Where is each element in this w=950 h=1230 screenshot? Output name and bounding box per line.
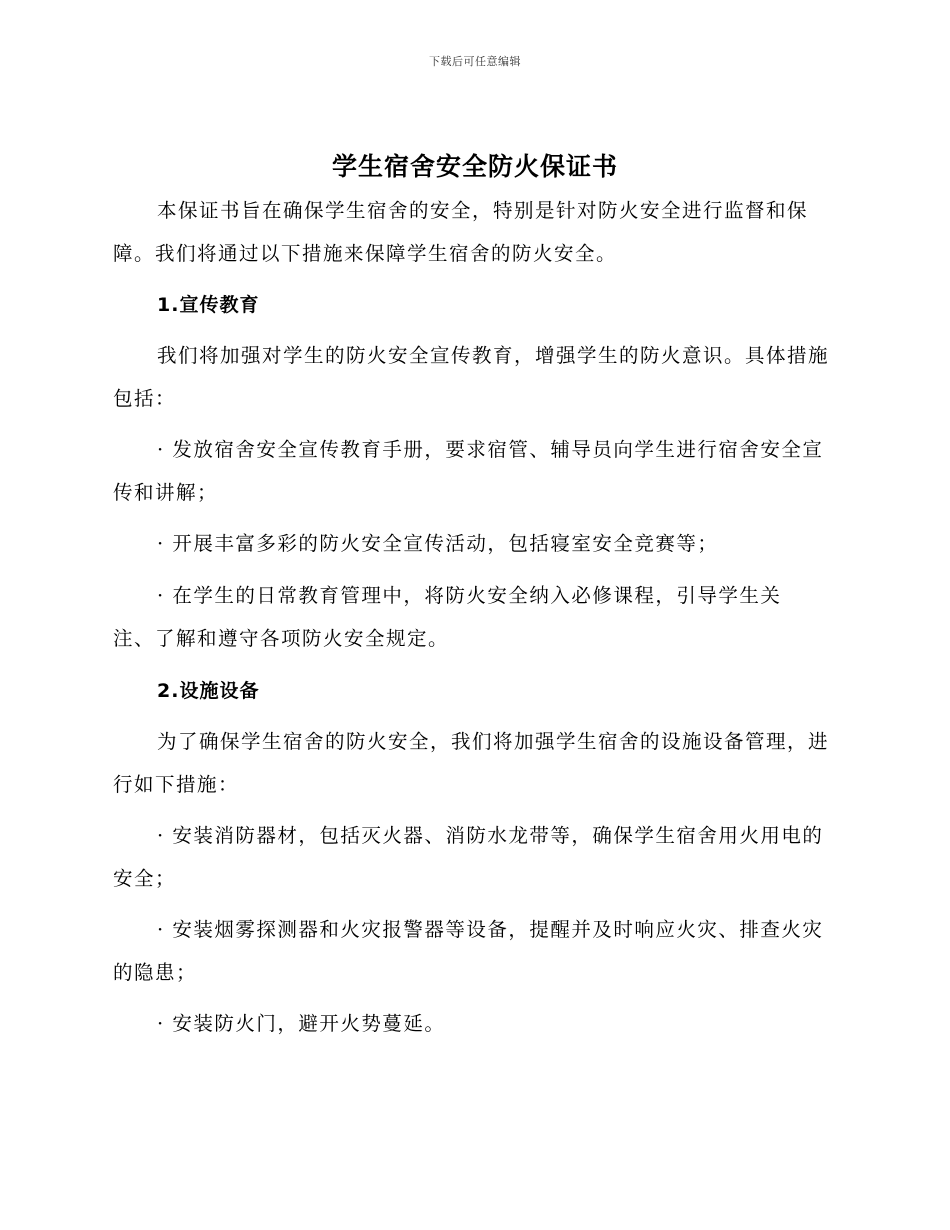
section-heading-2: 2.设施设备	[157, 680, 260, 702]
section-1-bullet-1: · 发放宿舍安全宣传教育手册，要求宿管、辅导员向学生进行宿舍安全宣传和讲解；	[113, 438, 824, 504]
section-1-bullet-2: · 开展丰富多彩的防火安全宣传活动，包括寝室安全竞赛等；	[157, 532, 719, 555]
section-1-paragraph: 我们将加强对学生的防火安全宣传教育，增强学生的防火意识。具体措施包括：	[113, 344, 830, 410]
section-1-bullet-3: · 在学生的日常教育管理中，将防火安全纳入必修课程，引导学生关注、了解和遵守各项防火安全规定。	[113, 584, 782, 650]
page-header-note: 下载后可任意编辑	[429, 55, 521, 68]
section-2-bullet-1: · 安装消防器材，包括灭火器、消防水龙带等，确保学生宿舍用火用电的安全；	[113, 824, 824, 890]
document-title: 学生宿舍安全防火保证书	[331, 152, 618, 181]
section-2-paragraph: 为了确保学生宿舍的防火安全，我们将加强学生宿舍的设施设备管理，进行如下措施：	[113, 730, 830, 796]
intro-paragraph: 本保证书旨在确保学生宿舍的安全，特别是针对防火安全进行监督和保障。我们将通过以下措施来保障学生宿舍的防火安全。	[113, 199, 809, 265]
section-heading-1: 1.宣传教育	[157, 294, 260, 316]
section-2-bullet-3: · 安装防火门，避开火势蔓延。	[157, 1012, 446, 1035]
section-2-bullet-2: · 安装烟雾探测器和火灾报警器等设备，提醒并及时响应火灾、排查火灾的隐患；	[113, 918, 824, 984]
